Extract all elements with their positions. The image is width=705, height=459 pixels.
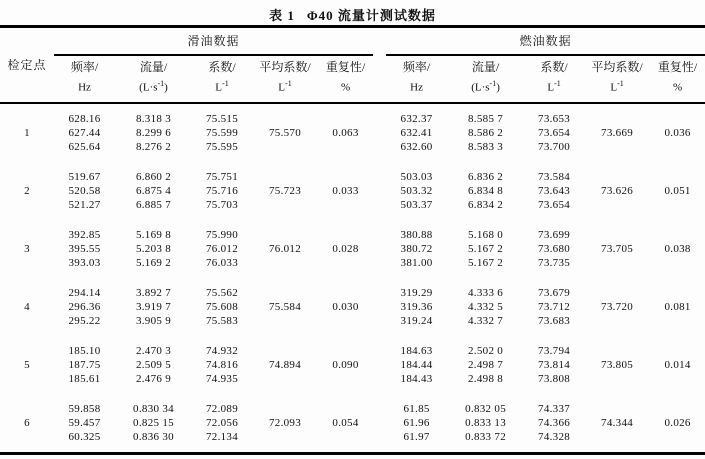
- col-header-oil-coefficient: 系数/ $L^{-1}$: [192, 55, 252, 103]
- col-header-oil-repeatability: 重复性/ %: [318, 55, 373, 103]
- value-line: 296.36: [68, 300, 101, 313]
- fuel-coefficient-cell: [524, 162, 584, 220]
- value-line: 0.833 13: [465, 416, 507, 429]
- oil-flow-cell: [115, 220, 192, 278]
- value-line: 503.32: [400, 184, 433, 197]
- oil-coefficient-cell: [192, 278, 252, 336]
- fuel-flow-cell: [447, 103, 524, 162]
- fuel-repeatability-cell: 0.026: [664, 416, 691, 429]
- group-header-fuel: 燃油数据: [386, 27, 705, 56]
- value-line: 5.167 2: [468, 242, 504, 255]
- value-line: 75.562: [205, 286, 239, 299]
- oil-avg-coefficient-cell: 74.894: [268, 358, 302, 371]
- oil-flow-cell: [115, 336, 192, 394]
- col-header-fuel-flow: 流量/ $(L\cdot s^{-1})$: [447, 55, 524, 103]
- table-number: 表 1: [269, 8, 295, 23]
- column-gap: [373, 394, 386, 454]
- value-line: 74.932: [205, 344, 239, 357]
- fuel-frequency-cell: [386, 336, 447, 394]
- value-line: 72.056: [205, 416, 239, 429]
- value-line: 2.476 9: [135, 372, 172, 385]
- oil-frequency-cell: [54, 278, 115, 336]
- oil-frequency-cell: [54, 394, 115, 454]
- col-header-fuel-frequency: 频率/ Hz: [386, 55, 447, 103]
- value-line: 2.509 5: [135, 358, 172, 371]
- fuel-avg-coefficient-cell: 73.720: [601, 300, 634, 313]
- value-line: 0.833 72: [465, 430, 507, 443]
- value-line: 73.735: [538, 256, 571, 269]
- value-line: 73.712: [538, 300, 571, 313]
- value-line: 73.794: [538, 344, 571, 357]
- value-line: 74.935: [205, 372, 239, 385]
- fuel-repeatability-cell: 0.038: [664, 242, 691, 255]
- value-line: 4.333 6: [468, 286, 504, 299]
- oil-repeatability-cell: 0.063: [332, 126, 359, 139]
- value-line: 187.75: [68, 358, 101, 371]
- point-cell: 3: [24, 242, 30, 255]
- value-line: 74.328: [538, 430, 571, 443]
- value-line: 75.608: [205, 300, 239, 313]
- value-line: 185.61: [68, 372, 101, 385]
- oil-flow-cell: [115, 103, 192, 162]
- fuel-coefficient-cell: [524, 336, 584, 394]
- value-line: 75.595: [205, 140, 239, 153]
- table-caption: Φ40 流量计测试数据: [306, 8, 436, 23]
- value-line: 73.654: [538, 198, 571, 211]
- value-line: 72.089: [205, 402, 239, 415]
- fuel-repeatability-cell: 0.036: [664, 126, 691, 139]
- value-line: 73.700: [538, 140, 571, 153]
- group-header-oil: 滑油数据: [54, 27, 373, 56]
- value-line: 60.325: [68, 430, 101, 443]
- value-line: 4.332 5: [468, 300, 504, 313]
- oil-frequency-cell: [54, 336, 115, 394]
- column-gap: [373, 162, 386, 220]
- fuel-frequency-cell: [386, 103, 447, 162]
- col-header-oil-frequency: 频率/ Hz: [54, 55, 115, 103]
- fuel-avg-coefficient-cell: 73.705: [601, 242, 634, 255]
- oil-frequency-cell: [54, 103, 115, 162]
- value-line: 393.03: [68, 256, 101, 269]
- value-line: 395.55: [68, 242, 101, 255]
- oil-repeatability-cell: 0.030: [332, 300, 359, 313]
- value-line: 73.683: [538, 314, 571, 327]
- col-header-point: 检定点: [0, 27, 54, 103]
- value-line: 503.37: [400, 198, 433, 211]
- value-line: 319.24: [400, 314, 433, 327]
- fuel-flow-cell: [447, 278, 524, 336]
- value-line: 59.858: [68, 402, 101, 415]
- value-line: 3.919 7: [135, 300, 172, 313]
- value-line: 625.64: [68, 140, 101, 153]
- value-line: 73.653: [538, 112, 571, 125]
- value-line: 61.97: [403, 430, 430, 443]
- fuel-frequency-cell: [386, 394, 447, 454]
- value-line: 8.299 6: [135, 126, 172, 139]
- value-line: 519.67: [68, 170, 101, 183]
- value-line: 72.134: [205, 430, 239, 443]
- table-row: [0, 220, 705, 278]
- value-line: 76.012: [205, 242, 239, 255]
- value-line: 380.72: [400, 242, 433, 255]
- fuel-flow-cell: [447, 220, 524, 278]
- col-header-oil-flow: 流量/ $(L\cdot s^{-1})$: [115, 55, 192, 103]
- col-header-fuel-coefficient: 系数/ $L^{-1}$: [524, 55, 584, 103]
- oil-coefficient-cell: [192, 220, 252, 278]
- value-line: 632.37: [400, 112, 433, 125]
- value-line: 73.679: [538, 286, 571, 299]
- point-cell: 4: [24, 300, 30, 313]
- oil-avg-coefficient-cell: 75.723: [268, 184, 302, 197]
- value-line: 3.905 9: [135, 314, 172, 327]
- fuel-avg-coefficient-cell: 74.344: [601, 416, 634, 429]
- value-line: 6.860 2: [135, 170, 172, 183]
- value-line: 59.457: [68, 416, 101, 429]
- column-gap: [373, 103, 386, 162]
- value-line: 8.583 3: [468, 140, 504, 153]
- oil-avg-coefficient-cell: 75.584: [268, 300, 302, 313]
- value-line: 0.830 34: [133, 402, 174, 415]
- table-row: [0, 336, 705, 394]
- oil-repeatability-cell: 0.033: [332, 184, 359, 197]
- oil-flow-cell: [115, 278, 192, 336]
- value-line: 75.716: [205, 184, 239, 197]
- value-line: 295.22: [68, 314, 101, 327]
- fuel-flow-cell: [447, 336, 524, 394]
- fuel-frequency-cell: [386, 162, 447, 220]
- value-line: 2.498 8: [468, 372, 504, 385]
- oil-avg-coefficient-cell: 76.012: [268, 242, 302, 255]
- value-line: 75.515: [205, 112, 239, 125]
- value-line: 75.990: [205, 228, 239, 241]
- value-line: 73.699: [538, 228, 571, 241]
- value-line: 5.168 0: [468, 228, 504, 241]
- fuel-coefficient-cell: [524, 103, 584, 162]
- col-header-oil-avg-coefficient: 平均系数/ $L^{-1}$: [252, 55, 318, 103]
- oil-coefficient-cell: [192, 103, 252, 162]
- value-line: 184.63: [400, 344, 433, 357]
- value-line: 73.584: [538, 170, 571, 183]
- value-line: 8.585 7: [468, 112, 504, 125]
- point-cell: 5: [24, 358, 30, 371]
- value-line: 294.14: [68, 286, 101, 299]
- oil-flow-cell: [115, 162, 192, 220]
- fuel-repeatability-cell: 0.081: [664, 300, 691, 313]
- fuel-frequency-cell: [386, 278, 447, 336]
- fuel-repeatability-cell: 0.051: [664, 184, 691, 197]
- oil-coefficient-cell: [192, 162, 252, 220]
- value-line: 8.276 2: [135, 140, 172, 153]
- value-line: 319.29: [400, 286, 433, 299]
- table-row: [0, 278, 705, 336]
- oil-frequency-cell: [54, 220, 115, 278]
- oil-repeatability-cell: 0.090: [332, 358, 359, 371]
- value-line: 73.643: [538, 184, 571, 197]
- oil-repeatability-cell: 0.028: [332, 242, 359, 255]
- table-row: [0, 394, 705, 454]
- col-header-fuel-avg-coefficient: 平均系数/ $L^{-1}$: [584, 55, 650, 103]
- point-cell: 2: [24, 184, 30, 197]
- fuel-coefficient-cell: [524, 278, 584, 336]
- fuel-flow-cell: [447, 162, 524, 220]
- column-header-row: [0, 55, 705, 103]
- value-line: 75.583: [205, 314, 239, 327]
- value-line: 319.36: [400, 300, 433, 313]
- value-line: 632.41: [400, 126, 433, 139]
- point-cell: 1: [24, 126, 30, 139]
- value-line: 521.27: [68, 198, 101, 211]
- oil-coefficient-cell: [192, 394, 252, 454]
- column-gap: [373, 220, 386, 278]
- value-line: 520.58: [68, 184, 101, 197]
- oil-avg-coefficient-cell: 72.093: [268, 416, 302, 429]
- value-line: 628.16: [68, 112, 101, 125]
- table-row: [0, 162, 705, 220]
- fuel-coefficient-cell: [524, 220, 584, 278]
- value-line: 632.60: [400, 140, 433, 153]
- column-gap: [373, 27, 386, 103]
- value-line: 184.43: [400, 372, 433, 385]
- oil-flow-cell: [115, 394, 192, 454]
- point-cell: 6: [24, 416, 30, 429]
- value-line: 8.318 3: [135, 112, 172, 125]
- value-line: 2.502 0: [468, 344, 504, 357]
- value-line: 381.00: [400, 256, 433, 269]
- value-line: 73.680: [538, 242, 571, 255]
- value-line: 6.836 2: [468, 170, 504, 183]
- value-line: 380.88: [400, 228, 433, 241]
- fuel-frequency-cell: [386, 220, 447, 278]
- value-line: 5.167 2: [468, 256, 504, 269]
- value-line: 0.832 05: [465, 402, 507, 415]
- value-line: 8.586 2: [468, 126, 504, 139]
- value-line: 75.751: [205, 170, 239, 183]
- value-line: 61.85: [403, 402, 430, 415]
- value-line: 74.337: [538, 402, 571, 415]
- fuel-coefficient-cell: [524, 394, 584, 454]
- value-line: 0.836 30: [133, 430, 174, 443]
- table-row: [0, 103, 705, 162]
- oil-frequency-cell: [54, 162, 115, 220]
- value-line: 0.825 15: [133, 416, 174, 429]
- value-line: 6.875 4: [135, 184, 172, 197]
- oil-repeatability-cell: 0.054: [332, 416, 359, 429]
- table-title: [0, 0, 705, 25]
- value-line: 61.96: [403, 416, 430, 429]
- value-line: 75.599: [205, 126, 239, 139]
- col-header-fuel-repeatability: 重复性/ %: [650, 55, 705, 103]
- fuel-flow-cell: [447, 394, 524, 454]
- fuel-avg-coefficient-cell: 73.626: [601, 184, 634, 197]
- value-line: 74.366: [538, 416, 571, 429]
- value-line: 3.892 7: [135, 286, 172, 299]
- value-line: 5.169 2: [135, 256, 172, 269]
- value-line: 2.470 3: [135, 344, 172, 357]
- oil-coefficient-cell: [192, 336, 252, 394]
- value-line: 6.885 7: [135, 198, 172, 211]
- value-line: 184.44: [400, 358, 433, 371]
- group-header-row: [0, 27, 705, 56]
- value-line: 5.203 8: [135, 242, 172, 255]
- value-line: 503.03: [400, 170, 433, 183]
- column-gap: [373, 278, 386, 336]
- value-line: 74.816: [205, 358, 239, 371]
- data-table: [0, 25, 705, 455]
- value-line: 185.10: [68, 344, 101, 357]
- fuel-avg-coefficient-cell: 73.805: [601, 358, 634, 371]
- value-line: 5.169 8: [135, 228, 172, 241]
- value-line: 76.033: [205, 256, 239, 269]
- fuel-repeatability-cell: 0.014: [664, 358, 691, 371]
- value-line: 73.654: [538, 126, 571, 139]
- value-line: 6.834 8: [468, 184, 504, 197]
- value-line: 75.703: [205, 198, 239, 211]
- value-line: 6.834 2: [468, 198, 504, 211]
- oil-avg-coefficient-cell: 75.570: [268, 126, 302, 139]
- value-line: 73.814: [538, 358, 571, 371]
- value-line: 4.332 7: [468, 314, 504, 327]
- value-line: 392.85: [68, 228, 101, 241]
- value-line: 627.44: [68, 126, 101, 139]
- column-gap: [373, 336, 386, 394]
- fuel-avg-coefficient-cell: 73.669: [601, 126, 634, 139]
- value-line: 73.808: [538, 372, 571, 385]
- value-line: 2.498 7: [468, 358, 504, 371]
